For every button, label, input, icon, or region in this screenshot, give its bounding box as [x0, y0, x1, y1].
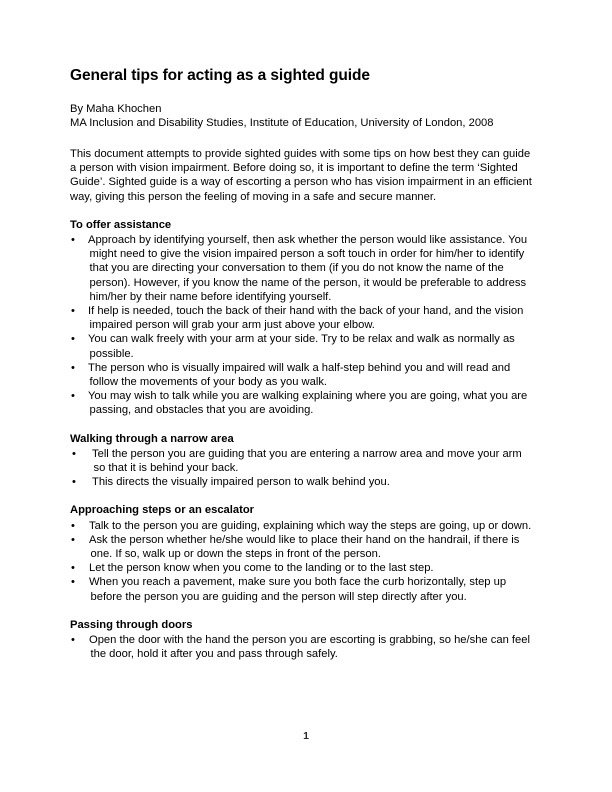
bullet-icon: • [71, 390, 75, 403]
bullet-icon: • [72, 447, 76, 460]
list-item [70, 233, 532, 304]
list-item [70, 633, 533, 661]
list-item [70, 475, 536, 489]
section-passing-through-doors [70, 618, 534, 662]
list-item-text: This directs the visually impaired person to walk behind you. [92, 476, 390, 489]
bullet-list [70, 447, 534, 490]
bullet-icon: • [71, 562, 75, 575]
page-title: General tips for acting as a sighted guide [70, 67, 370, 84]
list-item-text: Let the person know when you come to the landing or to the last step. [89, 562, 434, 575]
bullet-icon: • [71, 634, 75, 647]
bullet-list [70, 519, 534, 604]
bullet-icon: • [71, 234, 75, 247]
list-item [70, 447, 536, 475]
list-item-text: When you reach a pavement, make sure you both face the curb horizontally, step up before the person you are guiding and the person will step directly after you. [89, 576, 507, 603]
list-item-text: Talk to the person you are guiding, explaining which way the steps are going, up or down. [89, 519, 532, 532]
list-item-text: Tell the person you are guiding that you are entering a narrow area and move your arm so that it is behind your back. [92, 447, 522, 475]
section-to-offer-assistance [70, 218, 534, 418]
bullet-icon: • [71, 533, 75, 546]
bullet-icon: • [72, 476, 76, 489]
bullet-icon: • [71, 576, 75, 589]
list-item-text: You may wish to talk while you are walking explaining where you are going, what you are passing, and obstacles that you are avoiding. [88, 390, 528, 417]
list-item [70, 332, 532, 360]
list-item [70, 519, 533, 533]
section-heading: Walking through a narrow area [70, 432, 234, 445]
section-heading: Passing through doors [70, 618, 193, 631]
section-heading: Approaching steps or an escalator [70, 504, 255, 517]
bullet-icon: • [71, 361, 75, 374]
list-item-text: Ask the person whether he/she would like to place their hand on the handrail, if there is one. If so, walk up or down the steps in front of the person. [89, 533, 520, 561]
list-item-text: Open the door with the hand the person you are escorting is grabbing, so he/she can feel the door, hold it after you and pass through safely. [89, 634, 530, 661]
byline-author: By Maha Khochen [70, 103, 162, 115]
list-item [70, 361, 532, 389]
document-body [70, 66, 534, 662]
byline [70, 102, 534, 130]
list-item [70, 575, 533, 603]
section-approaching-steps-or-an-escalator [70, 503, 534, 603]
bullet-list [70, 633, 534, 661]
byline-affiliation: MA Inclusion and Disability Studies, Institute of Education, University of London, 2008 [70, 117, 494, 129]
list-item [70, 561, 533, 575]
list-item [70, 304, 532, 332]
intro-paragraph: This document attempts to provide sighted guides with some tips on how best they can guide a person with vision impairment. Before doing so, it is important to define the term ‘Sighted Guide’. Sighted guide is a way of escorting a person who has vision impairment in an efficient way, giving this person the feeling of moving in a safe and secure manner. [70, 148, 532, 203]
bullet-icon: • [71, 333, 75, 346]
page-number: 1 [303, 730, 309, 742]
bullet-list [70, 233, 534, 418]
section-heading: To offer assistance [70, 218, 172, 231]
list-item-text: If help is needed, touch the back of their hand with the back of your hand, and the vision impaired person will grab your arm just above your elbow. [88, 305, 524, 332]
bullet-icon: • [71, 305, 75, 318]
list-item [70, 533, 533, 561]
bullet-icon: • [71, 519, 75, 532]
list-item-text: The person who is visually impaired will walk a half-step behind you and will read and follow the movements of your body as you walk. [88, 361, 511, 389]
list-item-text: Approach by identifying yourself, then ask whether the person would like assistance. You might need to give the vision impaired person a soft touch in order for him/her to identify that you are directing your conversation to them (if you do not know the name of the person). However, if you know the name of the person, it would be preferable to address him/her by their name before identifying yourself. [88, 234, 528, 303]
section-walking-through-a-narrow-area [70, 432, 534, 490]
list-item [70, 389, 532, 417]
list-item-text: You can walk freely with your arm at your side. Try to be relax and walk as normally as possible. [88, 333, 515, 360]
